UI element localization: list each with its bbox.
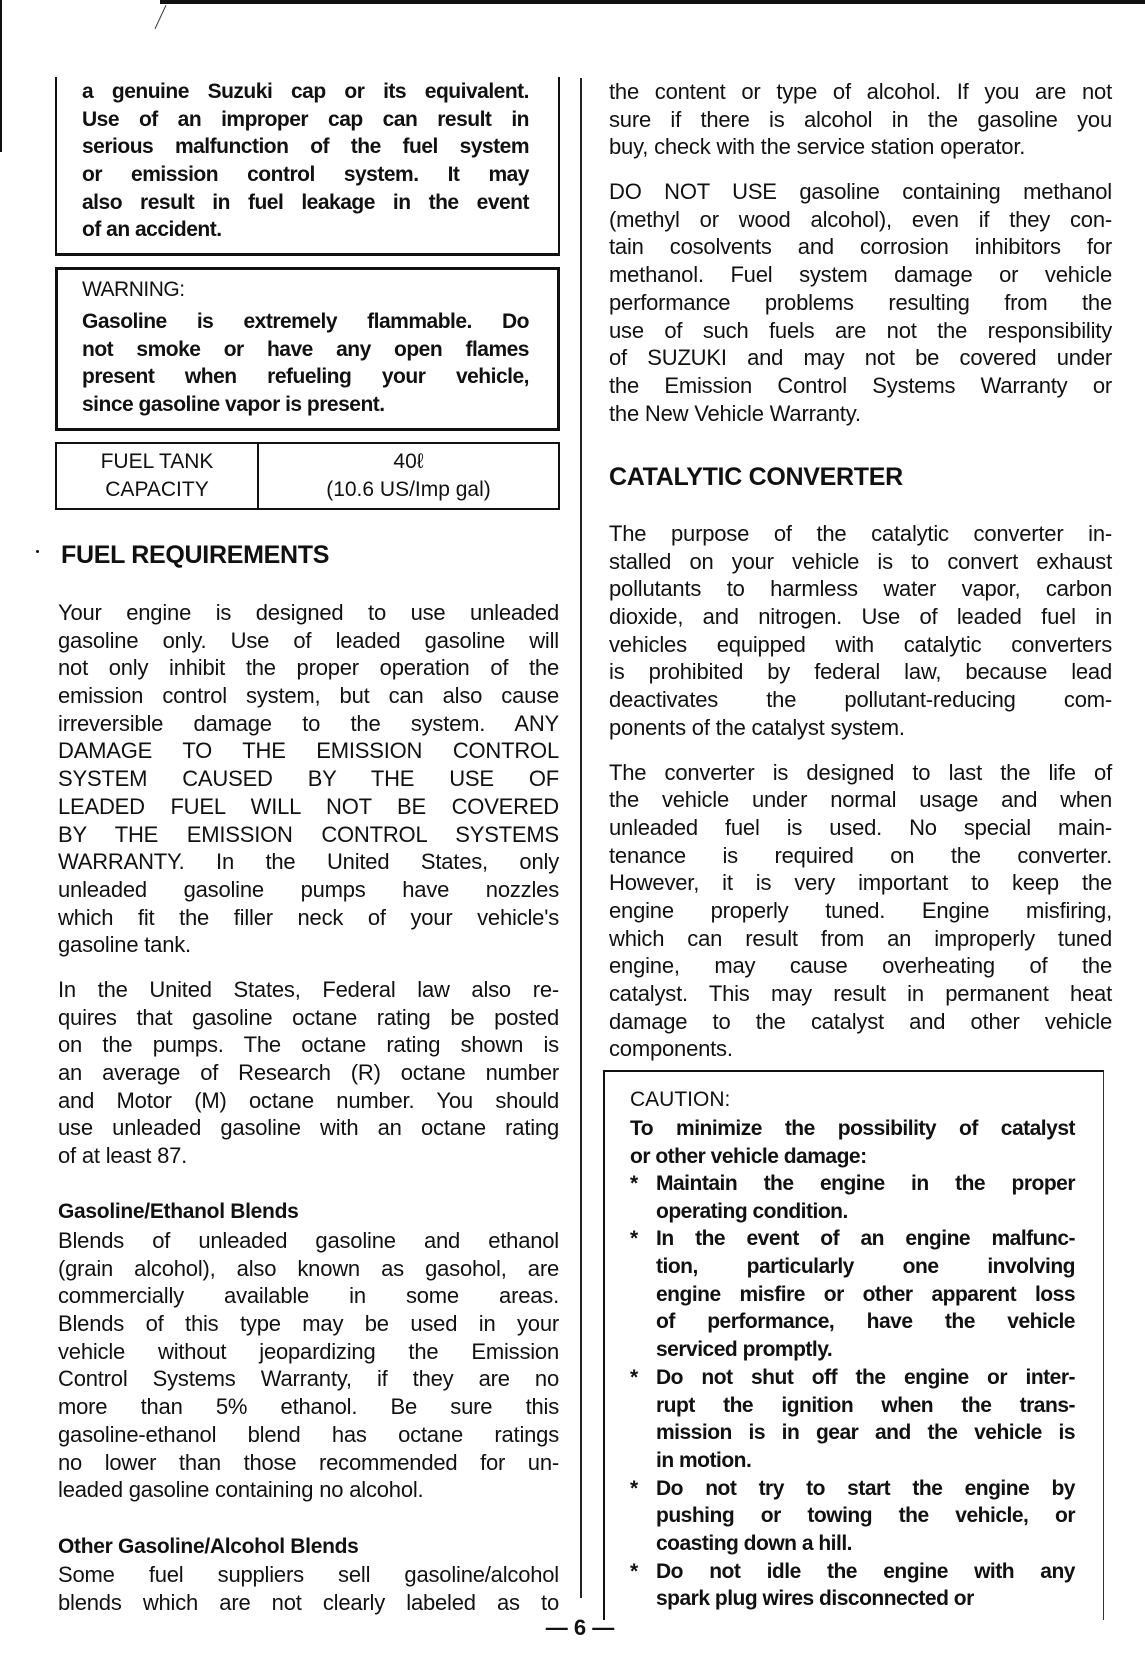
text-line: of at least 87. (58, 1143, 188, 1169)
text-line: Maintain the engine in the proper (656, 1172, 1075, 1195)
text-line: not only inhibit the proper operation of the (58, 655, 559, 681)
text-line: tenance is required on the converter. (609, 842, 1112, 868)
text-line: leaded gasoline containing no alcohol. (58, 1477, 424, 1503)
text-line: in motion. (656, 1448, 752, 1472)
scan-edge-top (160, 0, 1145, 4)
text-line: vehicle without jeopardizing the Emission (58, 1338, 559, 1364)
asterisk-icon: * (630, 1172, 638, 1195)
text-line: Gasoline is extremely flammable. Do (82, 310, 529, 333)
text-line: catalyst. This may result in permanent heat (609, 981, 1112, 1006)
text-line: gasoline only. Use of leaded gasoline will (58, 627, 559, 653)
text-line: (grain alcohol), also known as gasohol, are (58, 1255, 559, 1281)
text-line: the Emission Control Systems Warranty or (609, 372, 1112, 398)
text-line: unleaded gasoline pumps have nozzles (58, 876, 559, 902)
text-line: operating condition. (656, 1199, 848, 1223)
caution-bullet-item (630, 1170, 1075, 1225)
text-line: sure if there is alcohol in the gasoline you (609, 106, 1112, 132)
paragraph (58, 599, 559, 959)
paragraph (609, 178, 1112, 427)
text-line: LEADED FUEL WILL NOT BE COVERED (58, 793, 559, 819)
caution-bullets (630, 1170, 1075, 1613)
catalytic-converter-heading: CATALYTIC CONVERTER (609, 463, 903, 491)
paragraph (609, 759, 1112, 1064)
text-line: Use of an improper cap can result in (82, 107, 529, 131)
text-line: tion, particularly one involving (656, 1255, 1075, 1279)
text-line: blends which are not clearly labeled as to (58, 1589, 559, 1615)
text-line: pushing or towing the vehicle, or (656, 1504, 1075, 1528)
scan-edge-left (0, 0, 2, 152)
text-line: DAMAGE TO THE EMISSION CONTROL (58, 738, 559, 764)
scan-mark (155, 5, 167, 29)
ethanol-blends-heading: Gasoline/Ethanol Blends (58, 1200, 299, 1223)
text-line: gasoline tank. (58, 932, 191, 958)
catalytic-converter-body (609, 520, 1112, 1063)
text-line: ponents of the catalyst system. (609, 714, 905, 740)
text-line: The purpose of the catalytic converter in- (609, 521, 1112, 546)
page-number: — 6 — (545, 1615, 615, 1640)
ethanol-blends-body (58, 1227, 559, 1504)
text-line: vehicles equipped with catalytic converters (609, 631, 1112, 657)
warning-title (82, 276, 185, 304)
text-line: present when refueling your vehicle, (82, 365, 529, 389)
caution-bullet-item (630, 1364, 1075, 1475)
text-line: 40ℓ (393, 450, 424, 473)
text-line: of performance, have the vehicle (656, 1310, 1075, 1334)
text-line: mission is in gear and the vehicle is (656, 1421, 1075, 1445)
text-line: serviced promptly. (656, 1338, 833, 1362)
text-line: damage to the catalyst and other vehicle (609, 1008, 1112, 1034)
text-line: (methyl or wood alcohol), even if they con- (609, 206, 1112, 232)
text-line: no lower than those recommended for un- (58, 1449, 559, 1475)
text-line: dioxide, and nitrogen. Use of leaded fuel in (609, 604, 1112, 630)
text-line: However, it is very important to keep the (609, 870, 1112, 896)
asterisk-icon: * (630, 1365, 638, 1389)
text-line: which fit the filler neck of your vehicle's (58, 904, 559, 930)
text-line: engine properly tuned. Engine misfiring, (609, 897, 1112, 923)
text-line: Do not shut off the engine or inter- (656, 1365, 1075, 1389)
text-line: In the United States, Federal law also re- (58, 976, 559, 1002)
fuel-requirements-heading: FUEL REQUIREMENTS (61, 541, 330, 569)
paragraph (609, 520, 1112, 742)
text-line: Blends of unleaded gasoline and ethanol (58, 1228, 559, 1253)
asterisk-icon: * (630, 1476, 638, 1500)
text-line: a genuine Suzuki cap or its equivalent. (82, 80, 529, 103)
text-line: or emission control system. It may (82, 163, 529, 187)
text-line: of SUZUKI and may not be covered under (609, 345, 1112, 371)
text-line: deactivates the pollutant-reducing com- (609, 687, 1112, 713)
text-line: WARRANTY. In the United States, only (58, 849, 559, 875)
text-line: irreversible damage to the system. ANY (58, 710, 559, 736)
text-line: and Motor (M) octane number. You should (58, 1087, 559, 1113)
text-line: CAPACITY (105, 477, 209, 501)
text-line: which can result from an improperly tuned (609, 925, 1112, 951)
fuel-table-value (261, 448, 556, 503)
text-line: use unleaded gasoline with an octane rating (58, 1115, 559, 1141)
warning-text (82, 308, 529, 419)
text-line: stalled on your vehicle is to convert exhaust (609, 548, 1112, 574)
fuel-table-divider (257, 442, 259, 510)
text-line: of an accident. (82, 218, 222, 242)
text-line: Some fuel suppliers sell gasoline/alcohol (58, 1562, 559, 1587)
cap-notice-text (82, 78, 529, 244)
text-line: more than 5% ethanol. Be sure this (58, 1394, 559, 1420)
bullet-dot (36, 550, 39, 553)
text-line: tain cosolvents and corrosion inhibitors for (609, 234, 1112, 260)
text-line: DO NOT USE gasoline containing methanol (609, 179, 1112, 205)
alcohol-blends-heading: Other Gasoline/Alcohol Blends (58, 1535, 359, 1558)
text-line: components. (609, 1036, 733, 1062)
asterisk-icon: * (630, 1559, 638, 1583)
text-line: unleaded fuel is used. No special main- (609, 814, 1112, 840)
text-line: To minimize the possibility of catalyst (630, 1117, 1075, 1140)
text-line: Do not idle the engine with any (656, 1559, 1075, 1583)
text-line: The converter is designed to last the life of (609, 759, 1112, 785)
text-line: since gasoline vapor is present. (82, 393, 385, 417)
paragraph (609, 78, 1112, 161)
text-line: is prohibited by federal law, because lead (609, 659, 1112, 685)
text-line: use of such fuels are not the responsibility (609, 317, 1112, 343)
text-line: on the pumps. The octane rating shown is (58, 1032, 559, 1058)
text-line: emission control system, but can also cause (58, 683, 559, 709)
text-line: spark plug wires disconnected or (656, 1587, 974, 1611)
caution-title (630, 1086, 730, 1114)
text-line: buy, check with the service station operator. (609, 134, 1026, 160)
text-line: the vehicle under normal usage and when (609, 787, 1112, 813)
text-line: or other vehicle damage: (630, 1144, 867, 1168)
text-line: BY THE EMISSION CONTROL SYSTEMS (58, 821, 559, 847)
text-line: quires that gasoline octane rating be posted (58, 1004, 559, 1030)
paragraph (58, 976, 559, 1170)
text-line: In the event of an engine malfunc- (656, 1227, 1075, 1251)
column-divider (580, 78, 582, 1598)
caution-bullet-item (630, 1225, 1075, 1363)
text-line: serious malfunction of the fuel system (82, 135, 529, 159)
text-line: the content or type of alcohol. If you are not (609, 79, 1112, 104)
text-line: rupt the ignition when the trans- (656, 1393, 1075, 1417)
text-line: methanol. Fuel system damage or vehicle (609, 262, 1112, 288)
alcohol-content-body (609, 78, 1112, 427)
caution-title-text: CAUTION: (630, 1088, 731, 1111)
text-line: Control Systems Warranty, if they are no (58, 1366, 559, 1392)
caution-bullet-item (630, 1475, 1075, 1558)
text-line: performance problems resulting from the (609, 289, 1112, 315)
warning-title-text: WARNING: (82, 278, 185, 301)
text-line: FUEL TANK (100, 450, 214, 473)
text-line: SYSTEM CAUSED BY THE USE OF (58, 766, 559, 792)
text-line: commercially available in some areas. (58, 1283, 559, 1309)
text-line: Your engine is designed to use unleaded (58, 600, 559, 625)
alcohol-blends-body (58, 1561, 559, 1616)
text-line: an average of Research (R) octane number (58, 1060, 559, 1085)
asterisk-icon: * (630, 1227, 638, 1251)
text-line: pollutants to harmless water vapor, carbon (609, 576, 1112, 602)
text-line: (10.6 US/Imp gal) (326, 477, 491, 501)
text-line: Do not try to start the engine by (656, 1476, 1075, 1500)
text-line: Blends of this type may be used in your (58, 1311, 559, 1337)
text-line: also result in fuel leakage in the event (82, 190, 529, 214)
fuel-requirements-body (58, 599, 559, 1170)
caution-intro (630, 1115, 1075, 1170)
text-line: gasoline-ethanol blend has octane ratings (58, 1421, 559, 1447)
text-line: engine, may cause overheating of the (609, 953, 1112, 979)
text-line: coasting down a hill. (656, 1531, 853, 1555)
fuel-table-label (59, 448, 255, 503)
text-line: the New Vehicle Warranty. (609, 400, 861, 426)
text-line: engine misfire or other apparent loss (656, 1282, 1075, 1306)
text-line: not smoke or have any open flames (82, 337, 529, 361)
caution-bullet-item (630, 1558, 1075, 1613)
